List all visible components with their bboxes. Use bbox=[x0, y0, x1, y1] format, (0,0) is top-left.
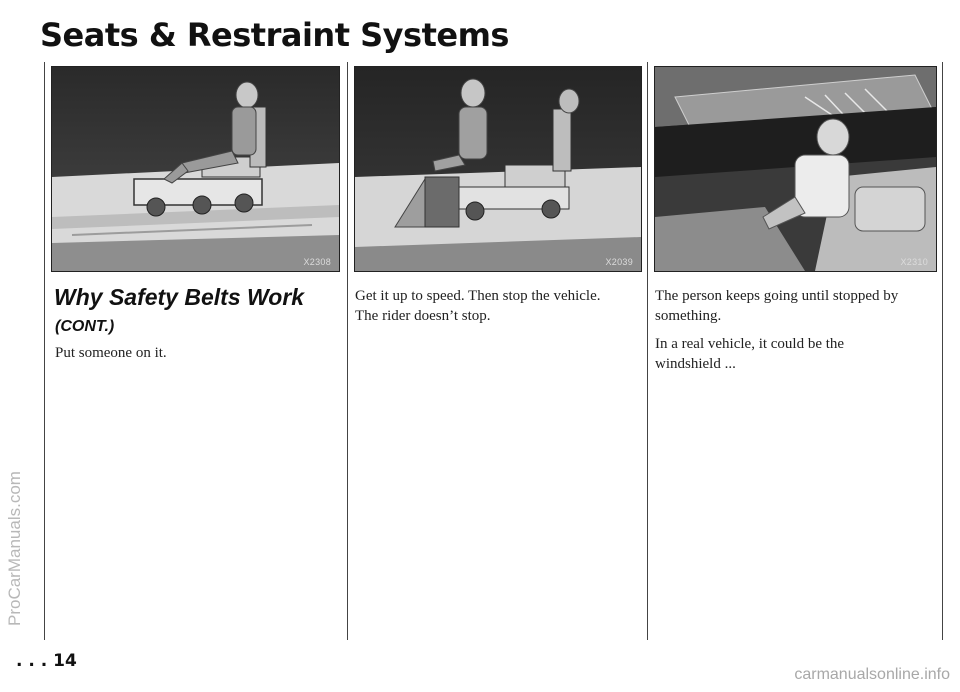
figure-code: X2310 bbox=[900, 257, 928, 267]
side-watermark bbox=[3, 250, 25, 630]
section-subheading: (CONT.) bbox=[55, 318, 115, 335]
middle-column-line-2: The rider doesn’t stop. bbox=[355, 308, 491, 324]
right-column-line-4: windshield ... bbox=[655, 356, 736, 372]
crash-test-sled-image bbox=[52, 67, 339, 271]
figure-sled-stop bbox=[354, 66, 642, 272]
column-divider-middle bbox=[347, 62, 348, 640]
figure-occupant-windshield bbox=[654, 66, 937, 272]
column-divider-left bbox=[44, 62, 45, 640]
right-column-line-1: The person keeps going until stopped by bbox=[655, 288, 899, 304]
right-column-line-2: something. bbox=[655, 308, 722, 324]
figure-code: X2308 bbox=[303, 257, 331, 267]
figure-code: X2039 bbox=[605, 257, 633, 267]
column-divider-right bbox=[647, 62, 648, 640]
middle-column-line-1: Get it up to speed. Then stop the vehicle. bbox=[355, 288, 601, 304]
figure-sled-rider bbox=[51, 66, 340, 272]
page-title: Seats & Restraint Systems bbox=[40, 16, 509, 54]
bottom-watermark: carmanualsonline.info bbox=[794, 666, 950, 683]
section-heading: Why Safety Belts Work bbox=[54, 284, 305, 310]
side-watermark-text: ProCarManuals.com bbox=[5, 471, 24, 626]
left-column-text: Put someone on it. bbox=[55, 345, 167, 361]
right-column-line-3: In a real vehicle, it could be the bbox=[655, 336, 845, 352]
column-divider-edge bbox=[942, 62, 943, 640]
occupant-windshield-image bbox=[655, 67, 936, 271]
sled-stop-image bbox=[355, 67, 641, 271]
page-number: . . . 14 bbox=[16, 651, 77, 671]
